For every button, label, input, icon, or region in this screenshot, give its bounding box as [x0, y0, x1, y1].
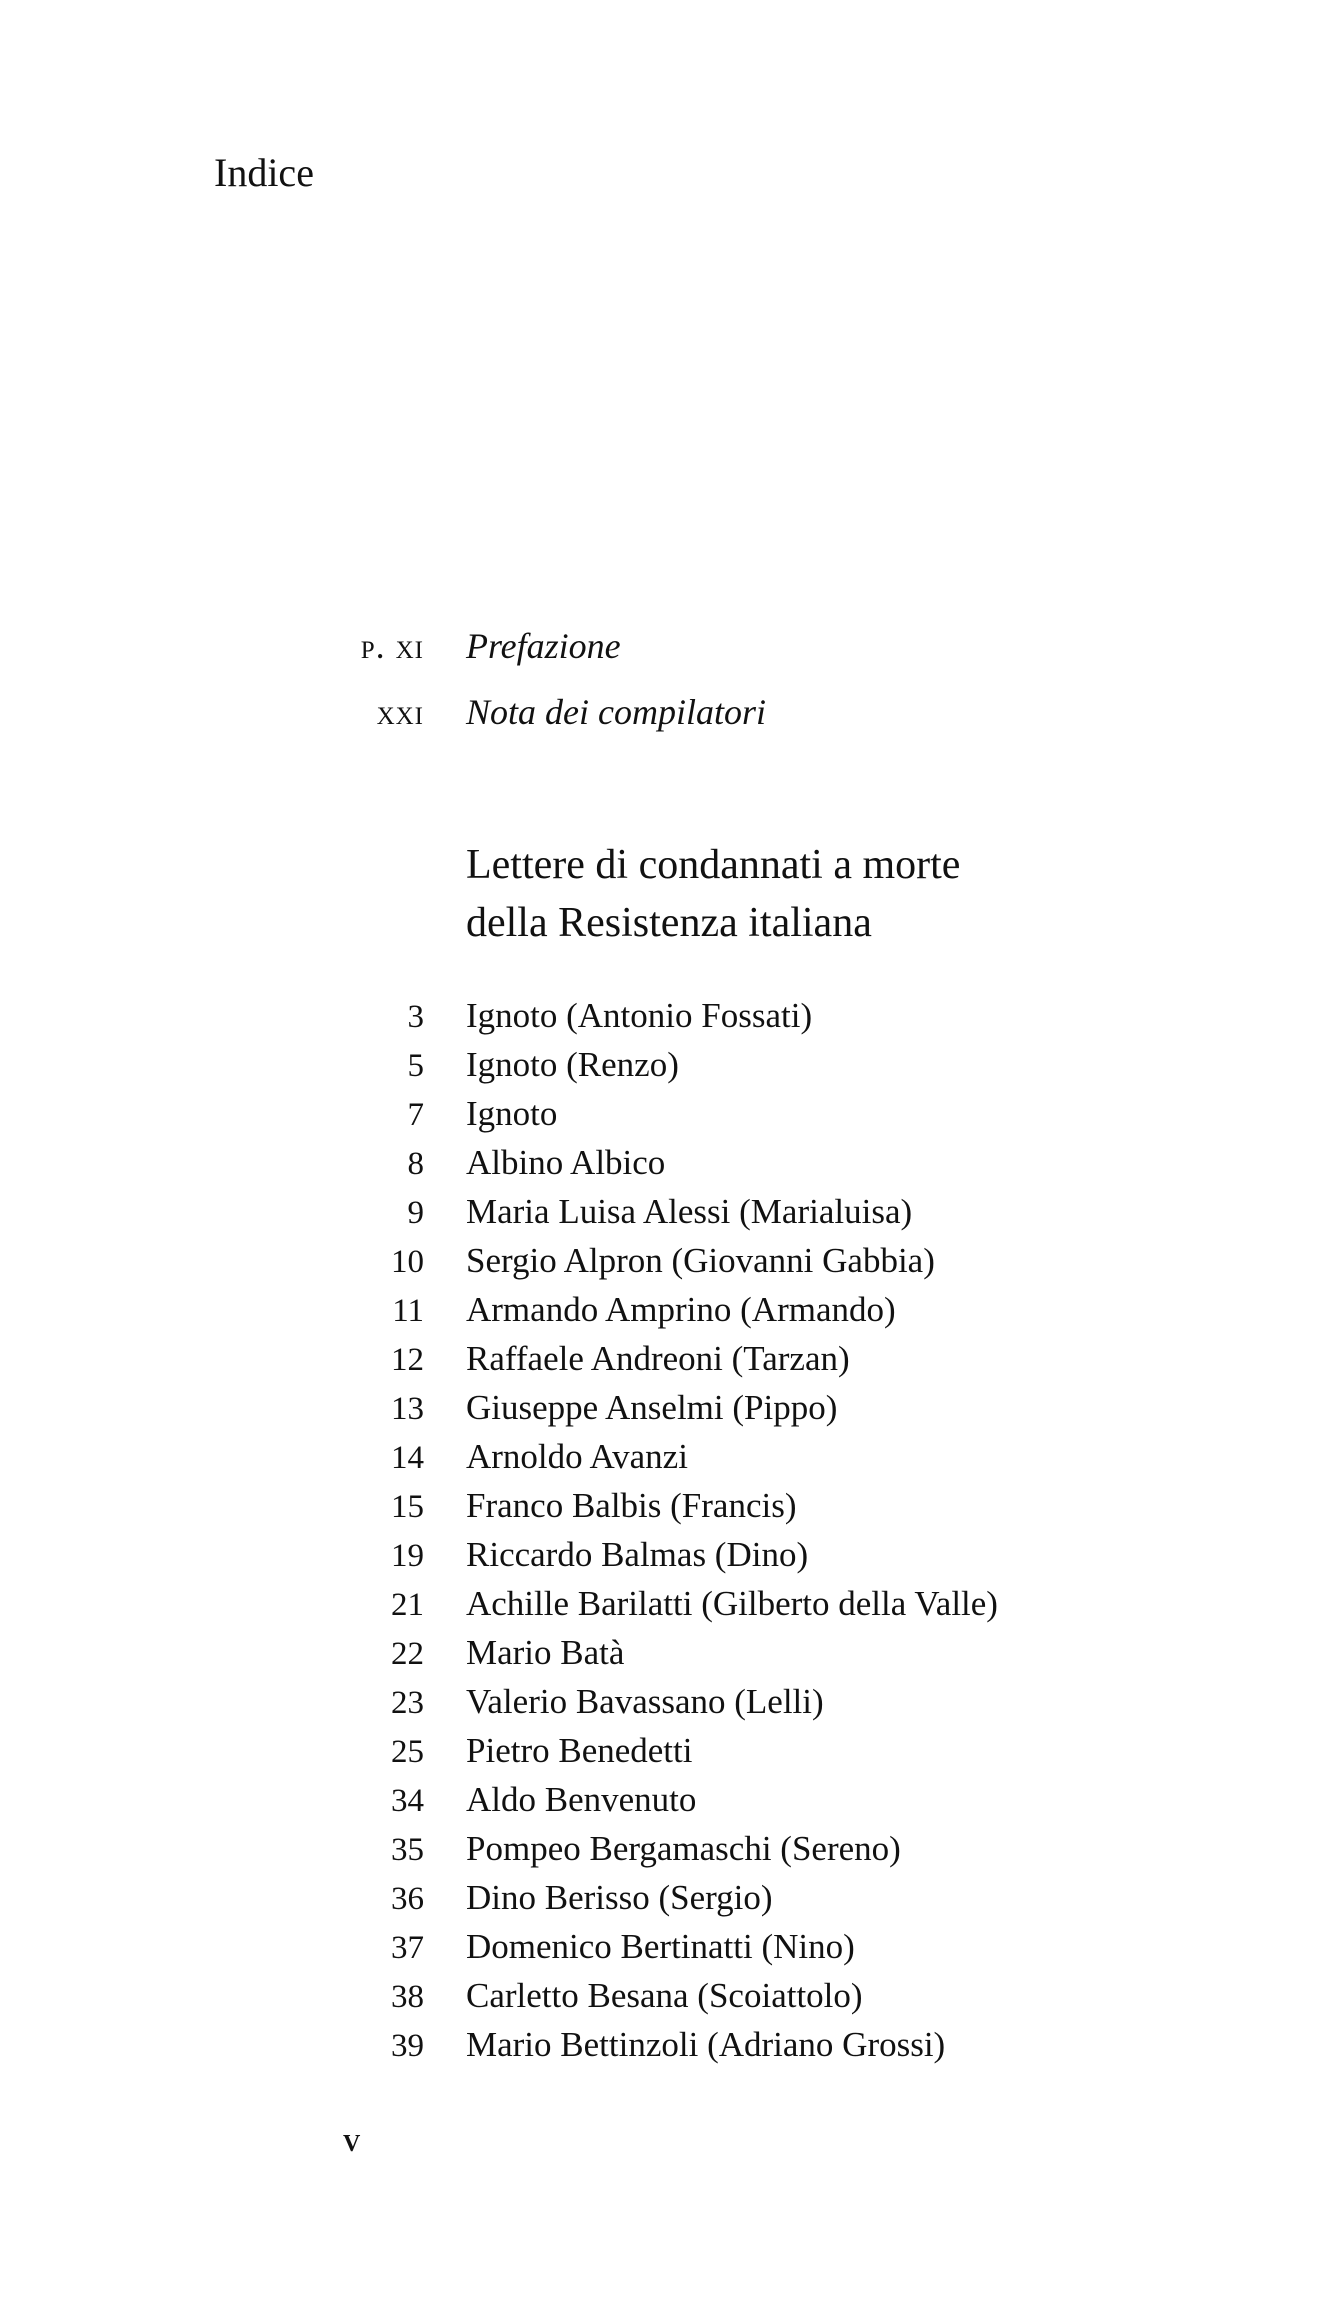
entry-item: [300, 2025, 1200, 2074]
page-folio: v: [343, 2122, 361, 2159]
entry-page-number: 23: [391, 1685, 424, 1721]
entry-item: [300, 1878, 1200, 1927]
entry-name: Franco Balbis (Francis): [466, 1486, 797, 1525]
entry-item: [300, 1927, 1200, 1976]
entry-page-number: 12: [391, 1342, 424, 1378]
entry-name: Valerio Bavassano (Lelli): [466, 1682, 824, 1721]
entry-name: Albino Albico: [466, 1143, 666, 1182]
entry-name: Aldo Benvenuto: [466, 1780, 697, 1819]
entry-item: [300, 996, 1200, 1045]
entry-page-number: 13: [391, 1391, 424, 1427]
entry-item: [300, 1339, 1200, 1388]
entry-name: Sergio Alpron (Giovanni Gabbia): [466, 1241, 935, 1280]
entry-item: [300, 1192, 1200, 1241]
entry-page-number: 35: [391, 1832, 424, 1868]
entry-name: Achille Barilatti (Gilberto della Valle): [466, 1584, 998, 1623]
front-matter-title: Nota dei compilatori: [466, 692, 766, 732]
entry-item: [300, 1535, 1200, 1584]
entry-page-number: 14: [391, 1440, 424, 1476]
entry-page-number: 34: [391, 1783, 424, 1819]
entry-name: Maria Luisa Alessi (Marialuisa): [466, 1192, 913, 1231]
entry-page-number: 25: [391, 1734, 424, 1770]
front-matter-item: [300, 691, 1200, 757]
page-heading: Indice: [214, 150, 314, 195]
entry-page-number: 38: [391, 1979, 424, 2015]
entry-page-number: 36: [391, 1881, 424, 1917]
entry-name: Armando Amprino (Armando): [466, 1290, 896, 1329]
entry-item: [300, 1829, 1200, 1878]
front-matter-page-number: p. xi: [360, 626, 424, 666]
entry-name: Arnoldo Avanzi: [466, 1437, 688, 1476]
entry-item: [300, 1682, 1200, 1731]
entry-name: Mario Bettinzoli (Adriano Grossi): [466, 2025, 946, 2064]
entry-page-number: 22: [391, 1636, 424, 1672]
entry-item: [300, 1388, 1200, 1437]
entry-page-number: 15: [391, 1489, 424, 1525]
entry-page-number: 37: [391, 1930, 424, 1966]
entry-page-number: 9: [407, 1195, 424, 1231]
entry-name: Giuseppe Anselmi (Pippo): [466, 1388, 838, 1427]
entry-name: Ignoto (Antonio Fossati): [466, 996, 813, 1035]
entry-page-number: 10: [391, 1244, 424, 1280]
entry-page-number: 21: [391, 1587, 424, 1623]
entry-name: Carletto Besana (Scoiattolo): [466, 1976, 863, 2015]
entry-item: [300, 1731, 1200, 1780]
entry-item: [300, 1486, 1200, 1535]
entry-item: [300, 1143, 1200, 1192]
section-title-line-2: della Resistenza italiana: [466, 900, 872, 946]
section-title: [466, 836, 960, 952]
entry-name: Raffaele Andreoni (Tarzan): [466, 1339, 850, 1378]
entry-item: [300, 1633, 1200, 1682]
front-matter-title: Prefazione: [466, 626, 621, 666]
front-matter-list: [300, 625, 1200, 757]
entry-item: [300, 1045, 1200, 1094]
entry-name: Pietro Benedetti: [466, 1731, 693, 1770]
entry-item: [300, 1094, 1200, 1143]
entry-name: Ignoto (Renzo): [466, 1045, 679, 1084]
entry-page-number: 7: [407, 1097, 424, 1133]
section-title-line-1: Lettere di condannati a morte: [466, 842, 961, 888]
entry-page-number: 11: [392, 1293, 424, 1329]
entry-item: [300, 1241, 1200, 1290]
front-matter-page-number: xxi: [376, 692, 424, 732]
entry-name: Pompeo Bergamaschi (Sereno): [466, 1829, 901, 1868]
entry-item: [300, 1584, 1200, 1633]
entry-item: [300, 1290, 1200, 1339]
entry-name: Domenico Bertinatti (Nino): [466, 1927, 855, 1966]
entry-name: Riccardo Balmas (Dino): [466, 1535, 809, 1574]
entry-page-number: 5: [407, 1048, 424, 1084]
entry-name: Dino Berisso (Sergio): [466, 1878, 773, 1917]
entry-item: [300, 1780, 1200, 1829]
entries-list: [300, 996, 1200, 2074]
entry-page-number: 3: [407, 999, 424, 1035]
entry-page-number: 8: [407, 1146, 424, 1182]
entry-page-number: 39: [391, 2028, 424, 2064]
entry-page-number: 19: [391, 1538, 424, 1574]
entry-item: [300, 1976, 1200, 2025]
entry-name: Ignoto: [466, 1094, 558, 1133]
entry-name: Mario Batà: [466, 1633, 625, 1672]
front-matter-item: [300, 625, 1200, 691]
entry-item: [300, 1437, 1200, 1486]
